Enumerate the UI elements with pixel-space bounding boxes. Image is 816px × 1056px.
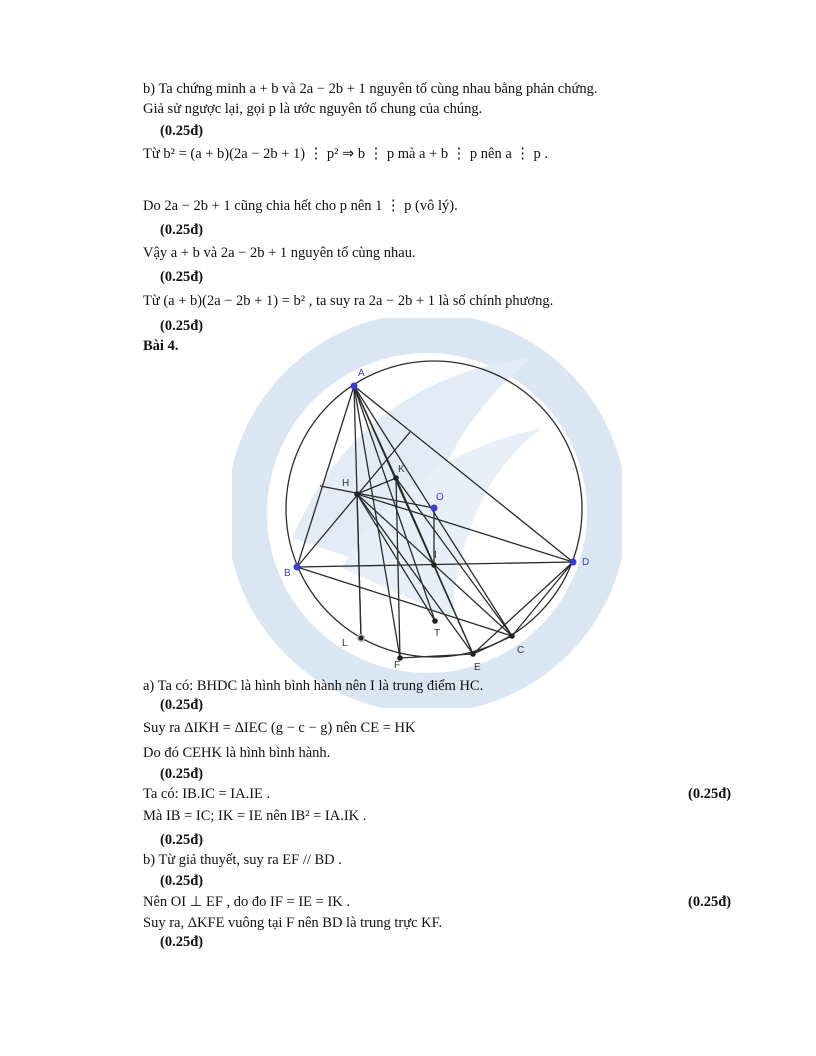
point-I [431,562,437,568]
text-line: a) Ta có: BHDC là hình bình hành nên I là trung điểm HC. [143,678,484,694]
point-T [432,618,438,624]
points-label: (0.25đ) [160,697,204,713]
label-E: E [474,662,481,673]
text-line: Suy ra ΔIKH = ΔIEC (g − c − g) nên CE = HK [143,720,416,736]
points-label: (0.25đ) [160,873,204,889]
point-K [393,475,399,481]
text-line: Ta có: IB.IC = IA.IE . [143,786,271,802]
text-line: Từ (a + b)(2a − 2b + 1) = b² , ta suy ra 2a − 2b + 1 là số chính phương. [143,293,554,309]
label-L: L [342,638,348,649]
label-B: B [284,568,291,579]
point-A [351,383,358,390]
geometry-figure [270,356,610,676]
text-line: Từ b² = (a + b)(2a − 2b + 1) ⋮ p² ⇒ b ⋮ p mà a + b ⋮ p nên a ⋮ p . [143,146,549,162]
label-I: I [434,550,437,561]
label-F: F [394,660,401,671]
points-label: (0.25đ) [160,766,204,782]
points-label: (0.25đ) [160,123,204,139]
point-O [431,505,438,512]
points-label: (0.25đ) [160,269,204,285]
point-C [509,633,515,639]
points-label: (0.25đ) [160,934,204,950]
label-H: H [342,478,350,489]
text-line: Suy ra, ΔKFE vuông tại F nên BD là trung trực KF. [143,915,443,931]
label-A: A [358,368,365,379]
point-E [470,651,476,657]
text-line: Do đó CEHK là hình bình hành. [143,745,331,761]
text-line: b) Từ giả thuyết, suy ra EF // BD . [143,852,342,868]
label-K: K [398,464,405,475]
label-T: T [434,628,441,639]
text-line: Do 2a − 2b + 1 cũng chia hết cho p nên 1 ⋮ p (vô lý). [143,198,458,214]
section-title: Bài 4. [143,338,179,354]
point-H [354,491,360,497]
label-O: O [436,492,444,503]
text-line: Mà IB = IC; IK = IE nên IB² = IA.IK . [143,808,367,824]
point-B [294,564,301,571]
text-line: Nên OI ⊥ EF , do đo IF = IE = IK . [143,894,350,910]
points-label: (0.25đ) [688,894,732,910]
label-D: D [582,557,590,568]
text-line: Vậy a + b và 2a − 2b + 1 nguyên tố cùng nhau. [143,245,416,261]
points-label: (0.25đ) [160,832,204,848]
text-line: b) Ta chứng minh a + b và 2a − 2b + 1 nguyên tố cùng nhau bằng phản chứng. [143,81,598,97]
points-label: (0.25đ) [160,222,204,238]
point-D [570,559,577,566]
points-label: (0.25đ) [160,318,204,334]
points-label: (0.25đ) [688,786,732,802]
label-C: C [517,645,525,656]
text-line: Giả sử ngược lại, gọi p là ước nguyên tố chung của chúng. [143,101,483,117]
